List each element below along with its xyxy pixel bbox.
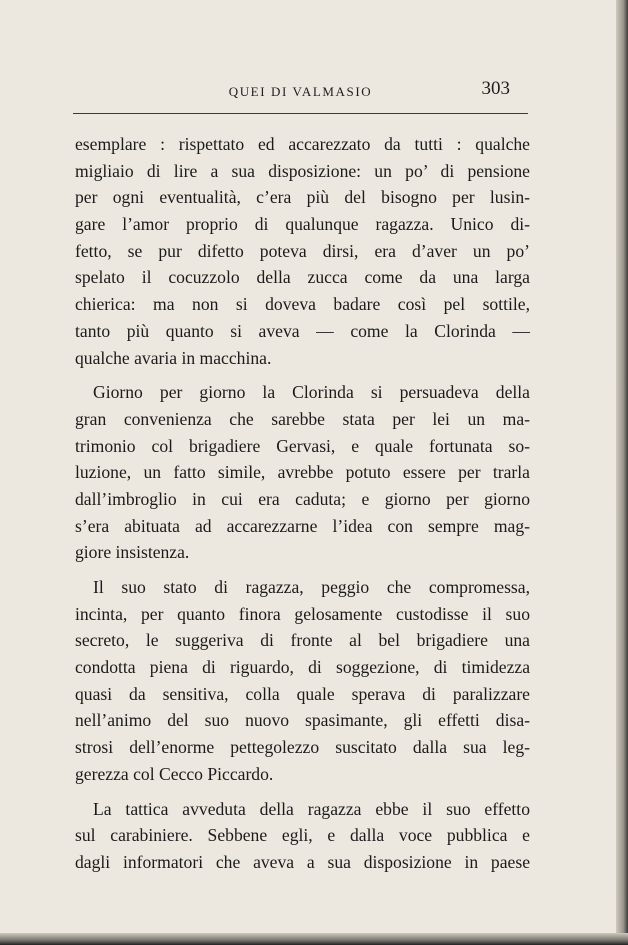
page-header <box>73 78 528 106</box>
running-title: QUEI DI VALMASIO <box>228 84 373 99</box>
text-line: dagli informatori che aveva a sua disposizione in paese <box>75 851 530 872</box>
text-line: luzione, un fatto simile, avrebbe potuto essere per trarla <box>75 462 530 483</box>
text-line: incinta, per quanto finora gelosamente custodisse il suo <box>75 603 530 624</box>
text-line: esemplare : rispettato ed accarezzato da tutti : qualche <box>75 134 530 154</box>
text-line: giore insistenza. <box>75 542 190 563</box>
text-line: s’era abituata ad accarezzarne l’idea con sempre mag- <box>75 515 530 536</box>
text-line: Giorno per giorno la Clorinda si persuadeva della <box>93 382 530 403</box>
text-line: condotta piena di riguardo, di soggezione, di timidezza <box>75 657 530 678</box>
body-text <box>75 131 530 876</box>
page-number: 303 <box>481 78 510 99</box>
paragraph-gap <box>75 788 530 796</box>
text-line: nell’animo del suo nuovo spasimante, gli effetti disa- <box>75 710 530 731</box>
paragraph-gap <box>75 371 530 379</box>
text-line: sul carabiniere. Sebbene egli, e dalla voce pubblica e <box>75 825 530 846</box>
text-line: gerezza col Cecco Piccardo. <box>75 763 274 784</box>
text-line: migliaio di lire a sua disposizione: un po’ di pensione <box>75 160 530 181</box>
header-rule <box>73 113 528 114</box>
text-line: chierica: ma non si doveva badare così pel sottile, <box>75 294 530 315</box>
text-line: gran convenienza che sarebbe stata per lei un ma- <box>75 408 530 429</box>
text-line: per ogni eventualità, c’era più del bisogno per lusin- <box>75 187 530 208</box>
text-line: fetto, se pur difetto poteva dirsi, era d’aver un po’ <box>75 240 530 261</box>
text-line: secreto, le suggeriva di fronte al bel brigadiere una <box>75 630 530 651</box>
page-edge-bottom <box>0 933 628 945</box>
text-line: Il suo stato di ragazza, peggio che compromessa, <box>93 577 530 597</box>
text-line: gare l’amor proprio di qualunque ragazza. Unico di- <box>75 214 530 235</box>
text-line: spelato il cocuzzolo della zucca come da una larga <box>75 267 530 288</box>
text-line: La tattica avveduta della ragazza ebbe il suo effetto <box>93 798 530 819</box>
paragraph-gap <box>75 566 530 574</box>
text-line: quasi da sensitiva, colla quale sperava di paralizzare <box>75 683 530 704</box>
text-line: qualche avaria in macchina. <box>75 347 272 368</box>
text-line: strosi dell’enorme pettegolezzo suscitato dalla sua leg- <box>75 737 530 758</box>
text-line: tanto più quanto si aveva — come la Clorinda — <box>75 320 530 341</box>
text-line: dall’imbroglio in cui era caduta; e giorno per giorno <box>75 488 530 509</box>
page-edge-right <box>616 0 628 945</box>
text-line: trimonio col brigadiere Gervasi, e quale fortunata so- <box>75 435 530 456</box>
